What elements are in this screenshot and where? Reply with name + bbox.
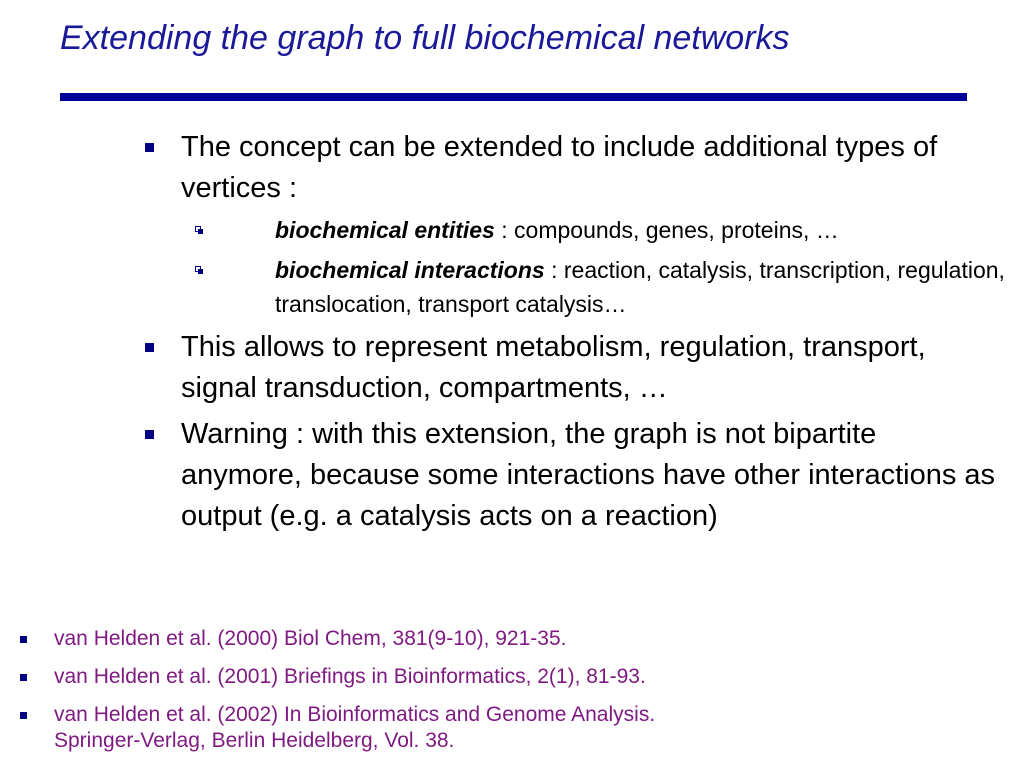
sub-bullet-text: : reaction, catalysis, transcription, regulation, translocation, transport catalysis… <box>275 257 1005 317</box>
bullet-text: This allows to represent metabolism, regulation, transport, signal transduction, compartments, … <box>181 331 926 404</box>
reference-list <box>20 626 1010 766</box>
square-bullet-icon <box>20 636 27 643</box>
square-bullet-icon <box>145 430 154 439</box>
bullet-text: The concept can be extended to include additional types of vertices : <box>181 131 938 204</box>
square-bullet-icon <box>20 712 27 719</box>
reference-item <box>20 626 1010 652</box>
slide-body <box>145 127 1005 542</box>
reference-item <box>20 664 1010 690</box>
square-bullet-icon <box>145 143 154 152</box>
sub-bullet-item <box>145 213 1005 247</box>
bullet-item <box>145 127 1005 321</box>
reference-text-continued: Springer-Verlag, Berlin Heidelberg, Vol. 38. <box>54 729 455 752</box>
bullet-item <box>145 414 1005 537</box>
sub-bullet-term: biochemical entities <box>275 217 495 243</box>
sub-bullet-list <box>181 213 1005 321</box>
bullet-text: Warning : with this extension, the graph is not bipartite anymore, because some interactions have other interactions as output (e.g. a catalysis acts on a reaction) <box>181 418 996 532</box>
sub-bullet-text: : compounds, genes, proteins, … <box>494 217 839 243</box>
square-bullet-icon <box>20 674 27 681</box>
reference-item <box>20 702 1010 754</box>
title-underline <box>60 93 967 101</box>
reference-text: van Helden et al. (2001) Briefings in Bioinformatics, 2(1), 81-93. <box>54 665 646 688</box>
square-bullet-icon <box>145 343 154 352</box>
reference-text: van Helden et al. (2000) Biol Chem, 381(9-10), 921-35. <box>54 627 567 650</box>
hollow-square-bullet-icon <box>195 266 201 272</box>
bullet-item <box>145 327 1005 409</box>
reference-text: van Helden et al. (2002) In Bioinformatics and Genome Analysis. <box>54 703 656 726</box>
sub-bullet-term: biochemical interactions <box>275 257 545 283</box>
slide-title: Extending the graph to full biochemical networks <box>60 19 790 57</box>
sub-bullet-item <box>145 253 1005 321</box>
hollow-square-bullet-icon <box>195 226 201 232</box>
